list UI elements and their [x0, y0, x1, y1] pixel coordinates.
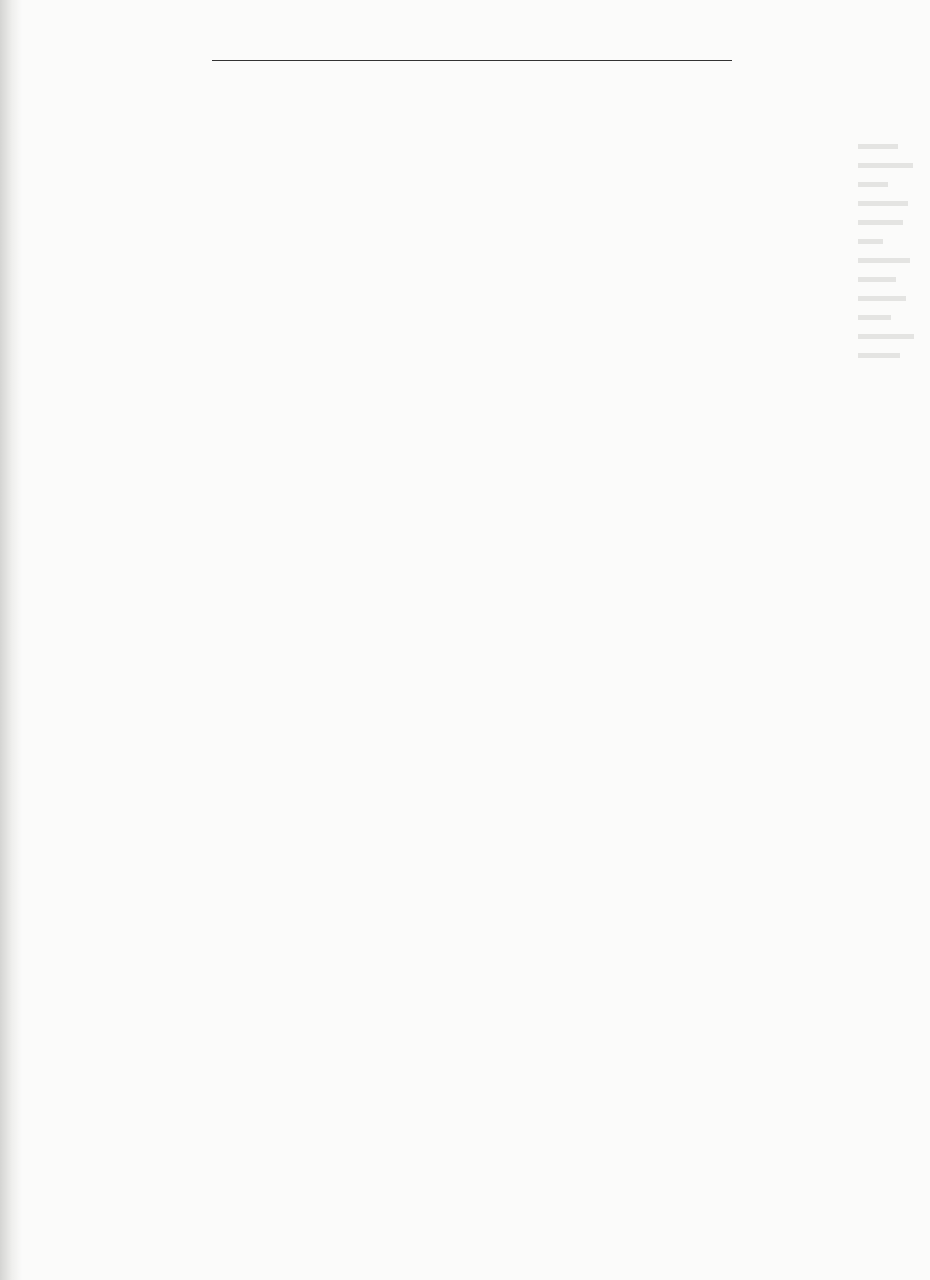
- main-content: [62, 86, 874, 92]
- page-header: [212, 60, 732, 61]
- watermark: [230, 598, 260, 625]
- scan-edge-shadow: [0, 0, 22, 1280]
- next-lesson-title: [0, 1124, 930, 1150]
- bleed-through-marks: [858, 130, 918, 372]
- watermark-line-1: [230, 598, 260, 625]
